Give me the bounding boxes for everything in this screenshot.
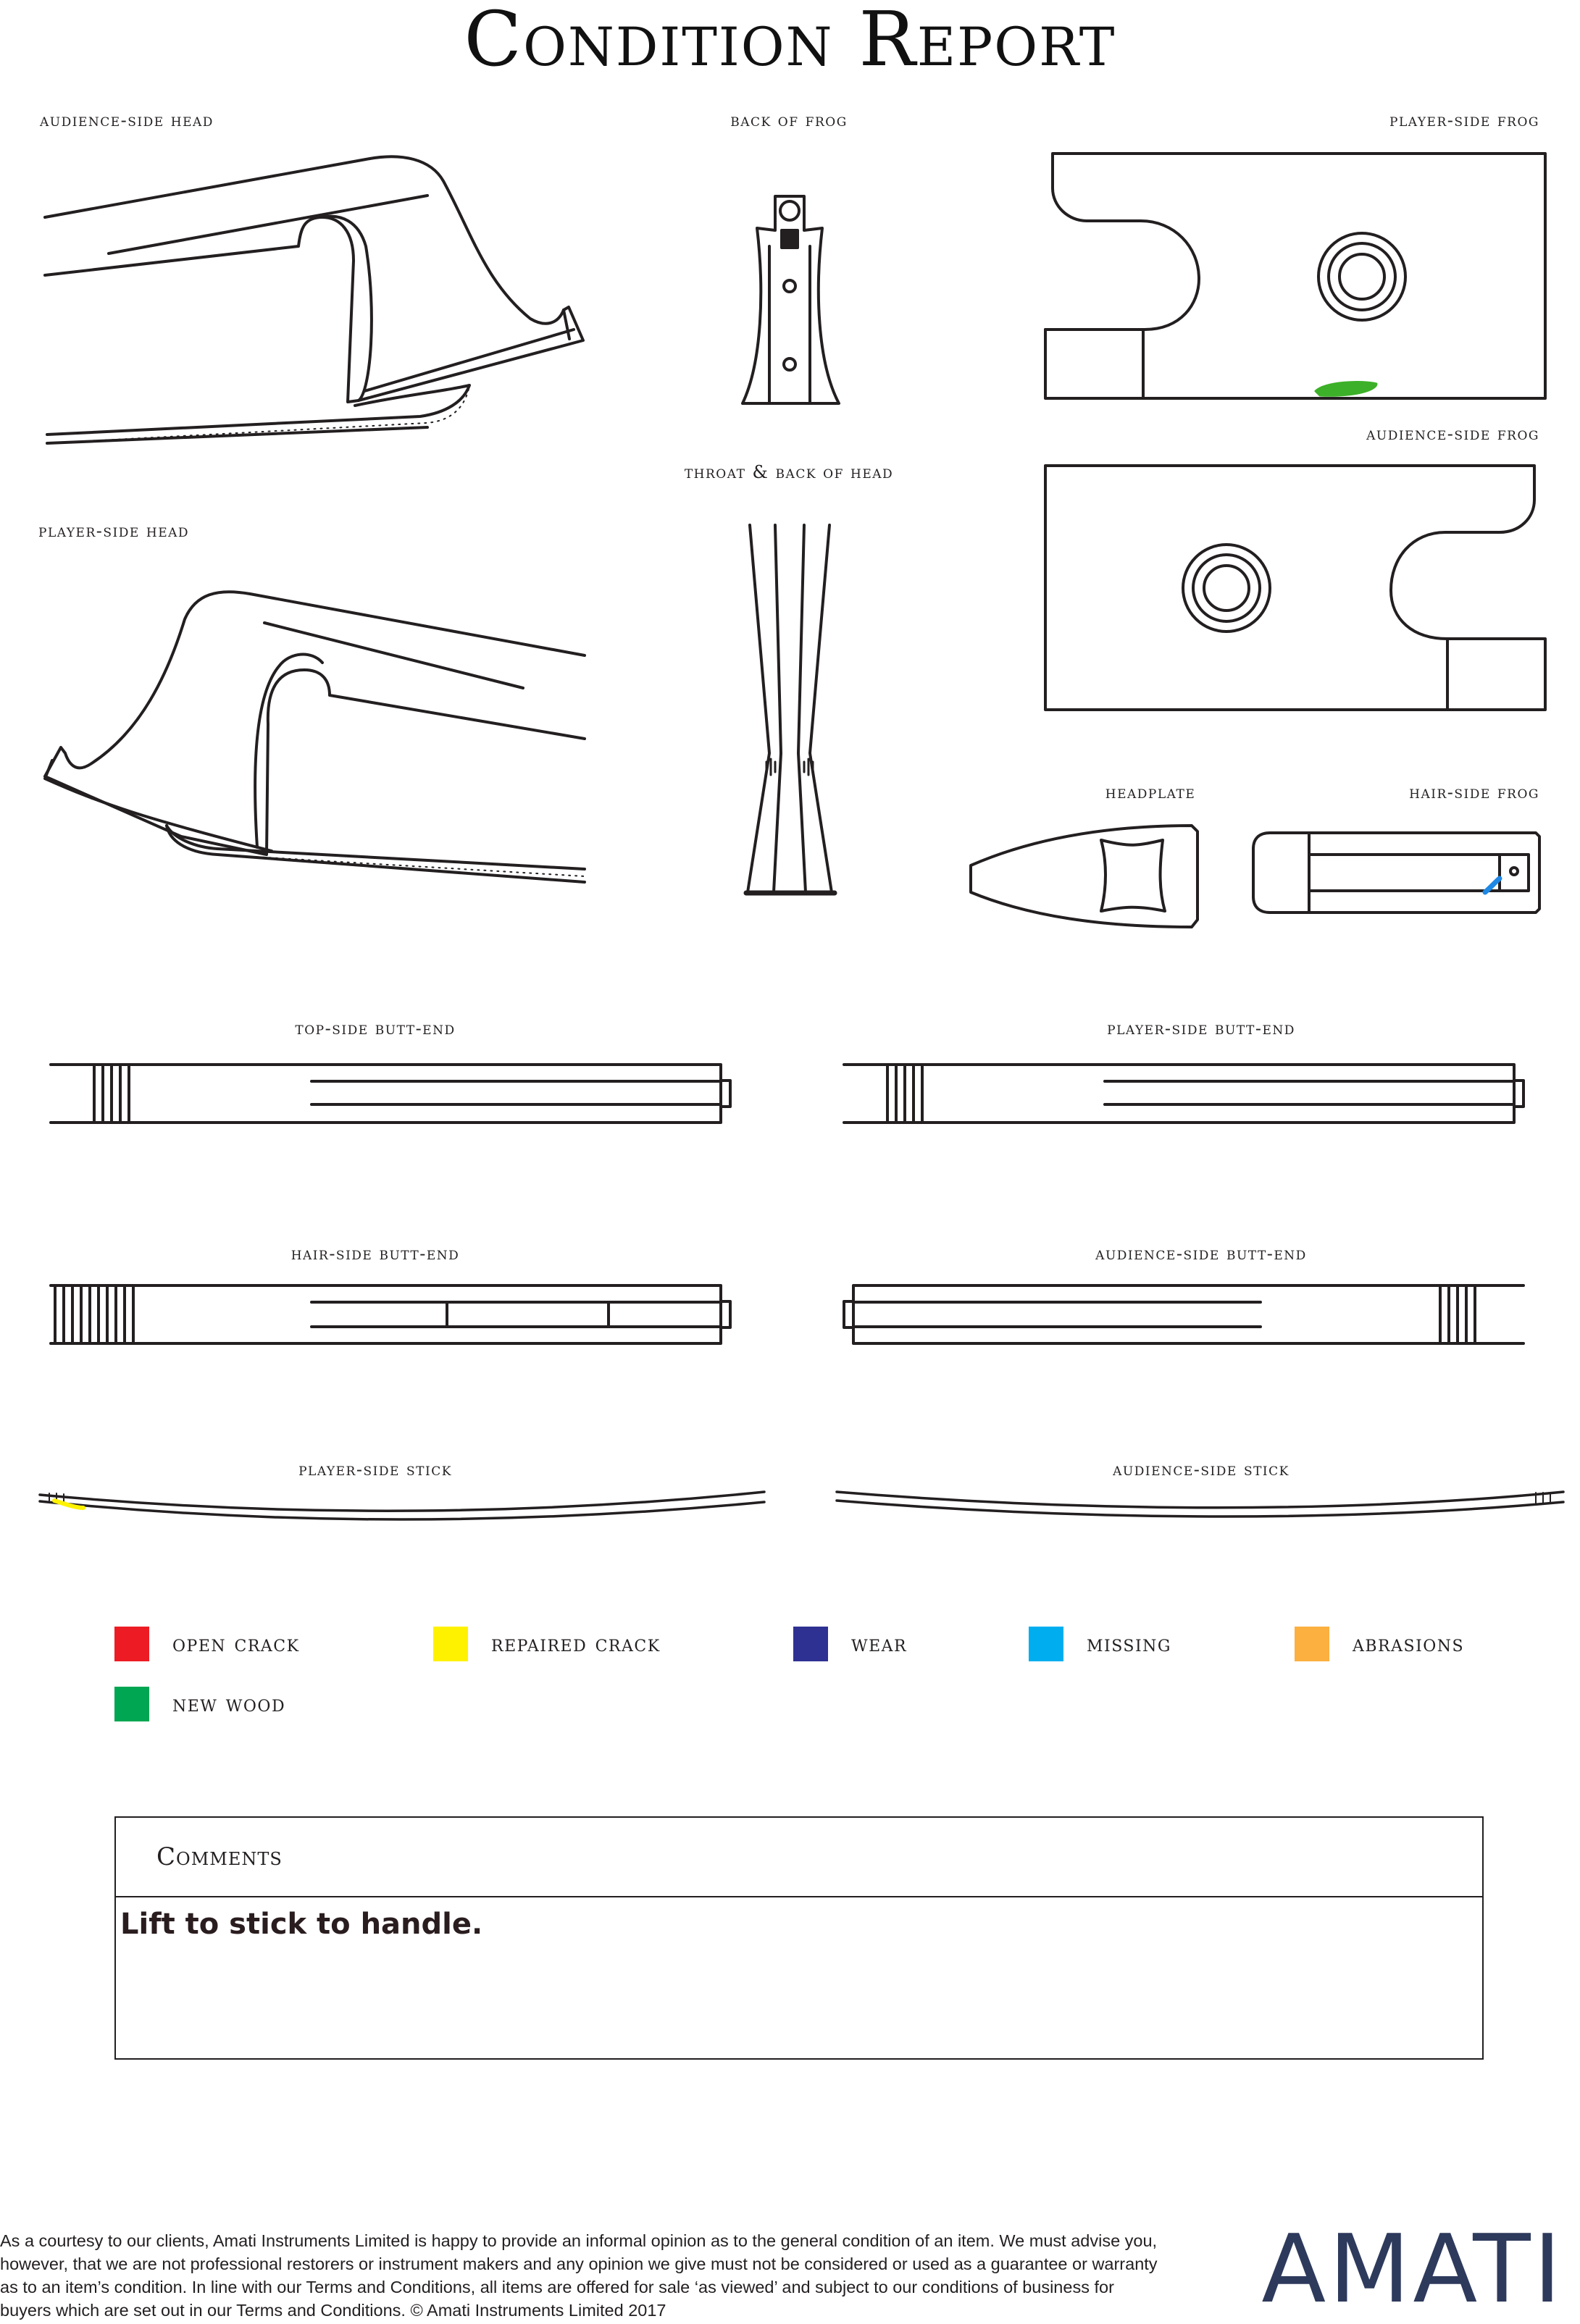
label-player-side-head: player-side head	[38, 521, 190, 541]
legend-new-wood	[114, 1686, 285, 1722]
label-hair-side-butt-end: hair-side butt-end	[290, 1243, 460, 1264]
audience-side-head-drawing	[45, 156, 583, 443]
label-player-side-frog: player-side frog	[1389, 110, 1539, 130]
label-hair-side-frog: hair-side frog	[1409, 782, 1539, 802]
label-back-of-frog: back of frog	[730, 110, 848, 130]
label-top-side-butt-end: top-side butt-end	[295, 1018, 456, 1039]
legend-open-crack	[114, 1626, 300, 1662]
hair-side-frog-drawing	[1253, 833, 1539, 913]
comments-box	[114, 1816, 1484, 2060]
amati-logo: AMATI	[1261, 2214, 1564, 2324]
comments-text: Lift to stick to handle.	[120, 1908, 483, 1941]
open-crack-swatch	[114, 1627, 149, 1661]
legend-label: open crack	[172, 1631, 300, 1657]
label-audience-side-frog: audience-side frog	[1366, 424, 1539, 444]
legend-missing	[1029, 1626, 1171, 1662]
wear-swatch	[793, 1627, 828, 1661]
new-wood-swatch	[114, 1687, 149, 1721]
legend-abrasions	[1295, 1626, 1464, 1662]
player-side-head-drawing	[45, 592, 585, 882]
label-audience-side-head: audience-side head	[40, 110, 214, 130]
audience-side-stick-drawing	[837, 1492, 1563, 1517]
legend-label: repaired crack	[491, 1631, 661, 1657]
label-headplate: headplate	[1105, 782, 1196, 802]
legend-label: new wood	[172, 1691, 286, 1717]
comments-heading: Comments	[116, 1818, 1482, 1897]
back-of-frog-drawing	[743, 196, 839, 403]
throat-back-of-head-drawing	[746, 525, 835, 893]
audience-side-frog-drawing	[1045, 466, 1545, 710]
repaired-crack-swatch	[433, 1627, 468, 1661]
player-side-stick-drawing	[40, 1492, 764, 1519]
page-title: Condition Report	[464, 0, 1116, 83]
legend-repaired-crack	[433, 1626, 661, 1662]
audience-side-butt-end-drawing	[844, 1285, 1523, 1343]
new-wood-mark	[1316, 382, 1376, 395]
player-side-butt-end-drawing	[844, 1065, 1523, 1123]
label-audience-side-stick: audience-side stick	[1113, 1459, 1290, 1480]
label-player-side-butt-end: player-side butt-end	[1107, 1018, 1295, 1039]
legend-label: missing	[1087, 1631, 1171, 1657]
headplate-drawing	[971, 826, 1197, 927]
label-player-side-stick: player-side stick	[298, 1459, 452, 1480]
legend-label: wear	[851, 1631, 908, 1657]
top-side-butt-end-drawing	[51, 1065, 730, 1123]
legend-label: abrasions	[1353, 1631, 1465, 1657]
abrasions-swatch	[1295, 1627, 1329, 1661]
label-throat-back-of-head: throat & back of head	[684, 462, 894, 482]
player-side-frog-drawing	[1045, 154, 1545, 398]
disclaimer-text: As a courtesy to our clients, Amati Instruments Limited is happy to provide an informal opinion as to the general condition of an item. We must advise you, however, that we are not professional restorers or instrument makers and any opinion we give must not be considered or used as a guarantee or warranty as to an item’s condition. In line with our Terms and Conditions, all items are offered for sale ‘as viewed’ and subject to our conditions of business for buyers which are set out in our Terms and Conditions. © Amati Instruments Limited 2017	[0, 2231, 1158, 2320]
legend-wear	[793, 1626, 907, 1662]
missing-swatch	[1029, 1627, 1063, 1661]
label-audience-side-butt-end: audience-side butt-end	[1095, 1243, 1307, 1264]
hair-side-butt-end-drawing	[51, 1285, 730, 1343]
